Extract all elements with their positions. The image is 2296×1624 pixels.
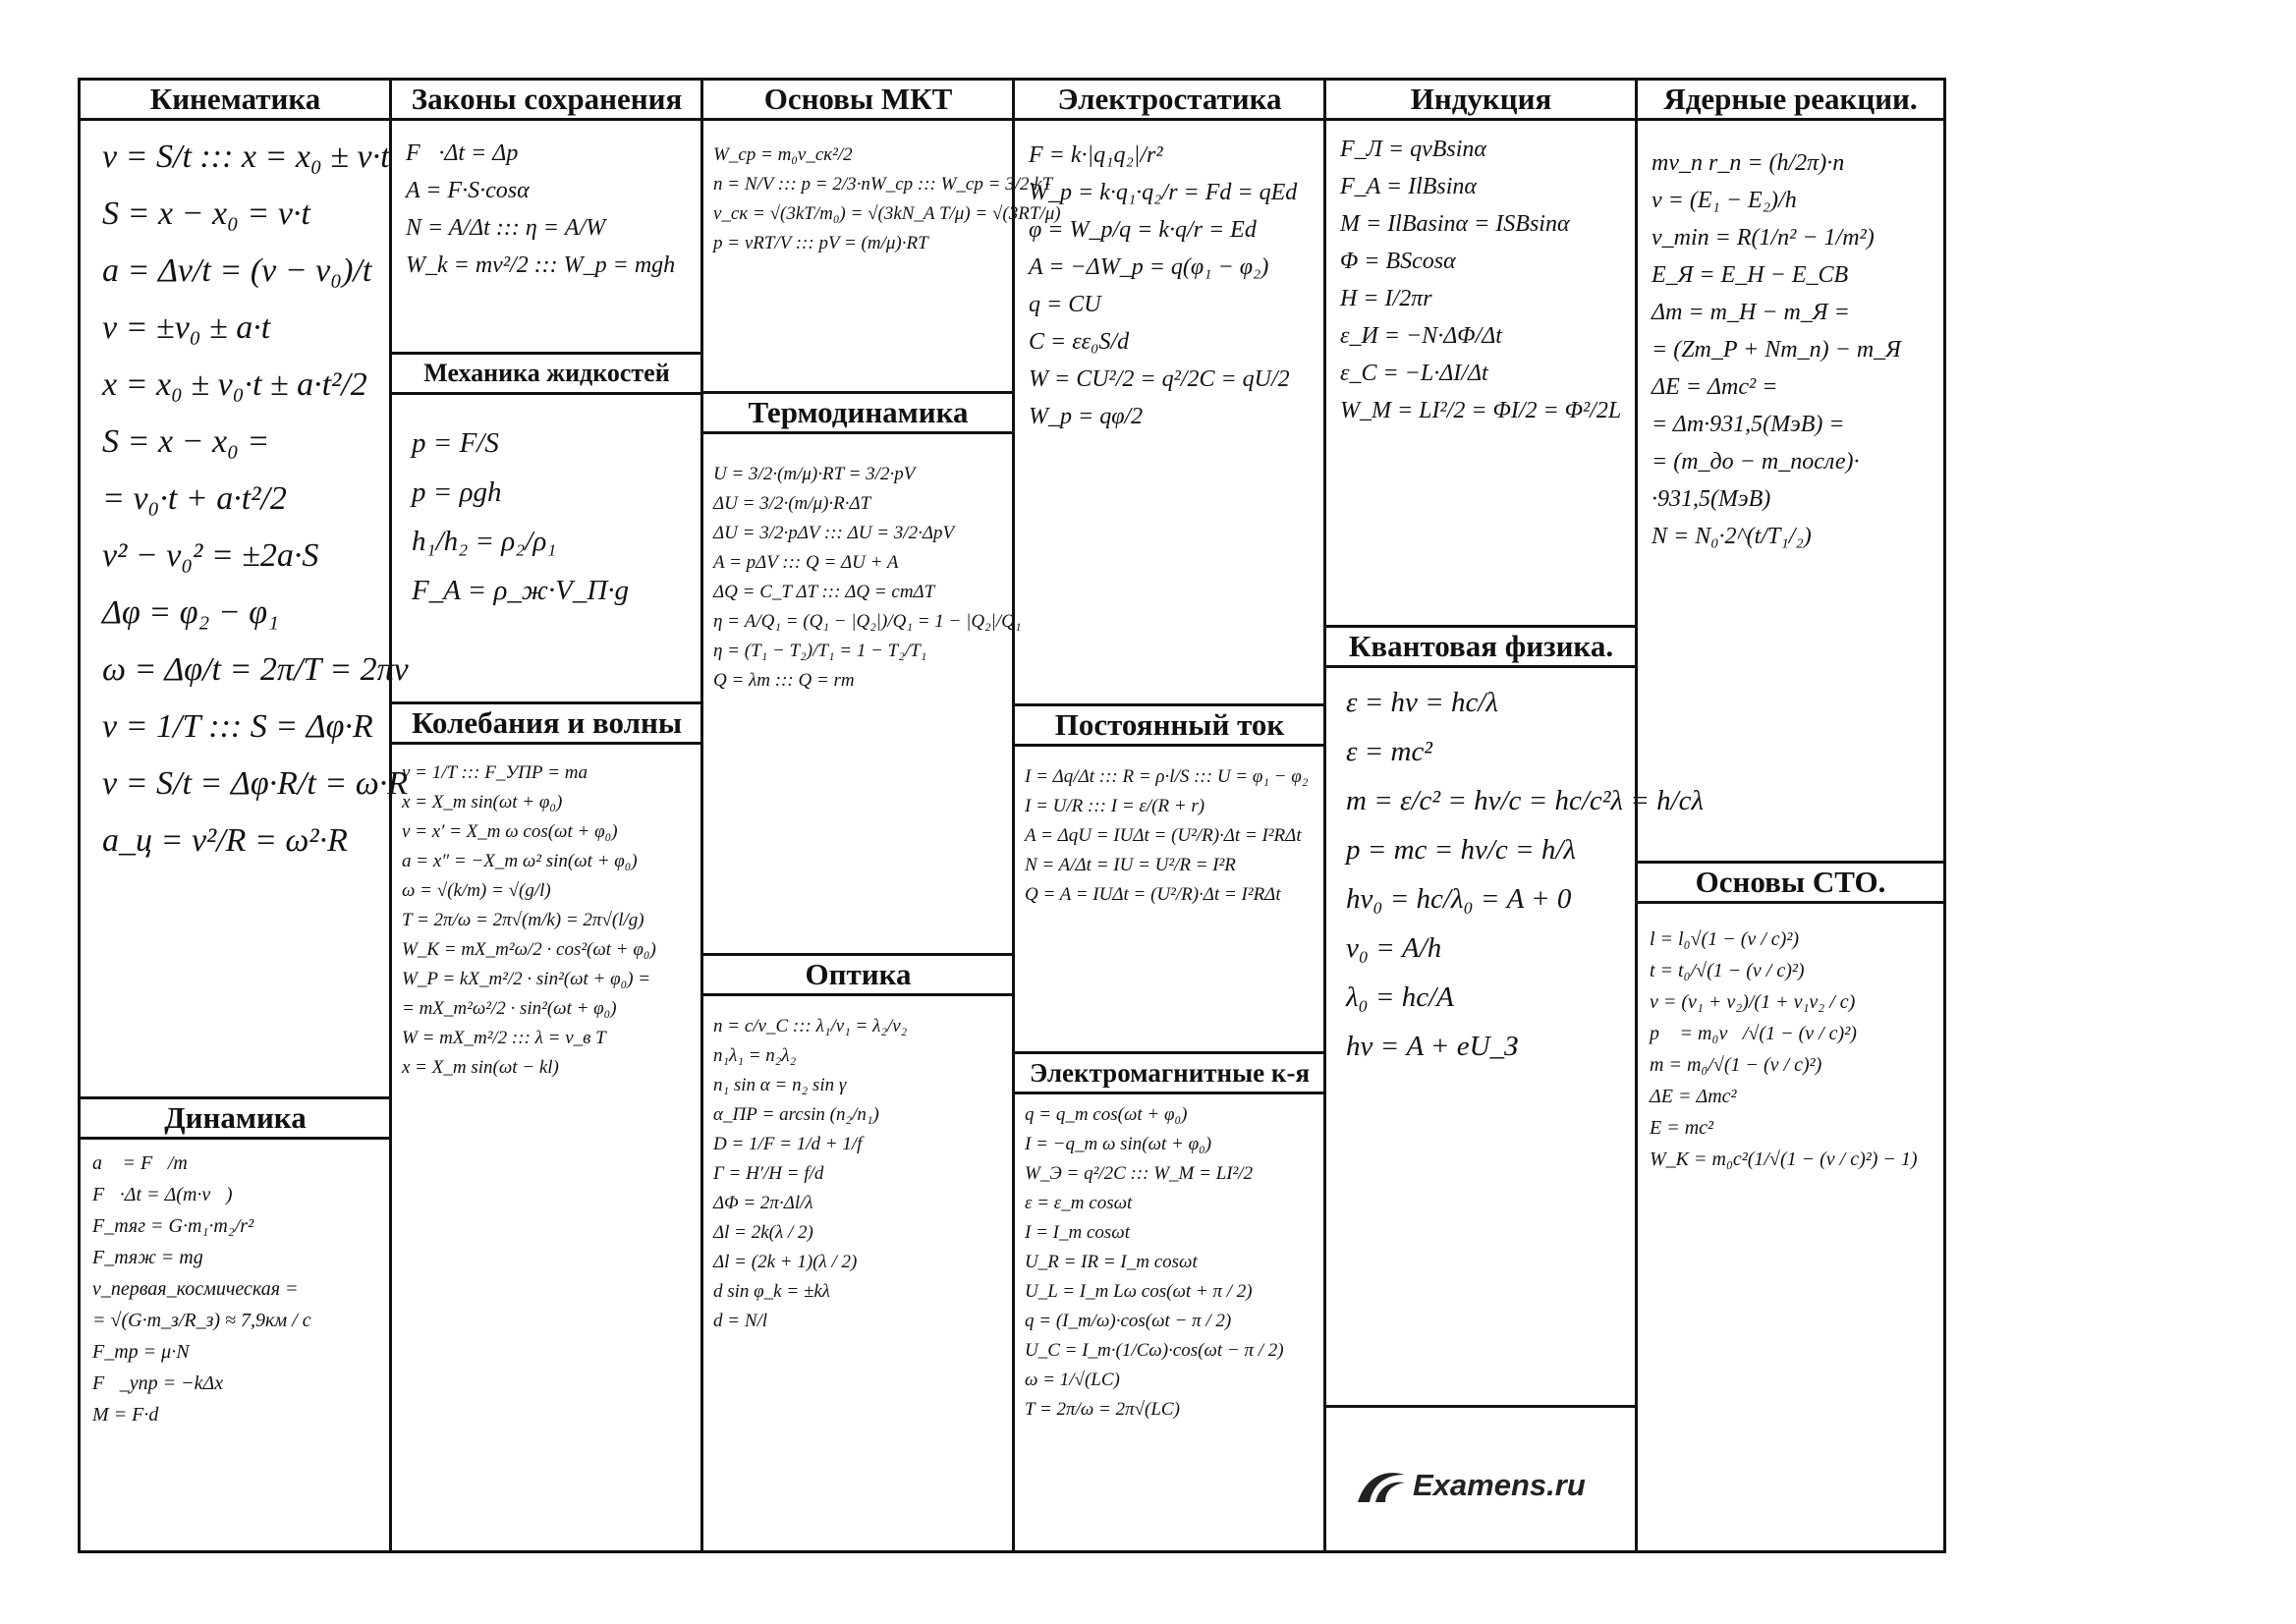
formula-list <box>703 434 1022 696</box>
formula: d = N/l <box>713 1311 768 1331</box>
formula: Δm = m_Н − m_Я = <box>1652 300 1850 325</box>
formula: v = ±v₀ ± a·t <box>102 309 271 346</box>
column-1 <box>78 78 409 1553</box>
section-title: Колебания и волны <box>392 704 701 745</box>
formula-list <box>392 745 701 1083</box>
formula: α_ПР = arcsin (n₂/n₁) <box>713 1104 879 1125</box>
section-title: Оптика <box>703 956 1013 996</box>
logo-text: Examens.ru <box>1413 1468 1586 1502</box>
formula: F_тяж = mg <box>92 1247 203 1268</box>
section-fluid-mechanics <box>392 352 701 701</box>
formula: F⃗·Δt = Δp⃗ <box>406 140 537 166</box>
formula: Δl = (2k + 1)(λ / 2) <box>713 1252 858 1272</box>
formula-sheet <box>78 78 1946 1555</box>
formula-list <box>1326 121 1636 429</box>
formula: ΔΦ = 2π·Δl/λ <box>713 1193 813 1213</box>
formula: N = A/Δt ::: η = A/W <box>406 215 606 241</box>
formula-list <box>1015 1094 1324 1425</box>
formula: W_K = m₀c²(1/√(1 − (v / c)²) − 1) <box>1650 1148 1918 1170</box>
formula: W_p = k·q₁·q₂/r = Fd = qEd <box>1029 180 1298 205</box>
formula: v_ск = √(3kT/m₀) = √(3kN_A T/μ) = √(3RT/μ) <box>713 203 1061 224</box>
formula: v = S/t ::: x = x₀ ± v·t <box>102 139 390 175</box>
formula: S = x − x₀ = <box>102 423 270 460</box>
section-optics <box>703 953 1013 1556</box>
formula: Δl = 2k(λ / 2) <box>713 1222 813 1243</box>
formula-list <box>1015 121 1324 435</box>
formula: A = ΔqU = IUΔt = (U²/R)·Δt = I²RΔt <box>1025 825 1302 846</box>
formula: ε = ε_m cosωt <box>1025 1193 1133 1213</box>
formula: T = 2π/ω = 2π√(m/k) = 2π√(l/g) <box>402 910 644 930</box>
formula: Q = A = IUΔt = (U²/R)·Δt = I²RΔt <box>1025 884 1281 905</box>
formula: h₁/h₂ = ρ₂/ρ₁ <box>412 526 557 557</box>
formula: ΔU = 3/2·pΔV ::: ΔU = 3/2·ΔpV <box>713 523 955 543</box>
formula: q = q_m cos(ωt + φ₀) <box>1025 1104 1188 1125</box>
formula: ν = 1/T ::: F_УПР = ma <box>402 762 588 783</box>
swoosh-icon <box>1356 1467 1407 1504</box>
formula-list <box>1638 121 1943 555</box>
formula: q = CU <box>1029 292 1101 317</box>
formula: hν = A + eU_З <box>1346 1031 1519 1062</box>
formula: E = mc² <box>1650 1117 1714 1139</box>
column-3 <box>700 78 1061 1553</box>
formula: = √(G·m_з/R_з) ≈ 7,9км / с <box>92 1310 311 1331</box>
formula: hν₀ = hc/λ₀ = A + 0 <box>1346 883 1572 915</box>
formula: A = F·S·cosα <box>406 178 530 203</box>
formula-list <box>1015 747 1324 910</box>
formula: a⃗ = F⃗/m <box>92 1152 188 1174</box>
formula: N = N₀·2^(t/T₁/₂) <box>1652 524 1812 549</box>
column-4 <box>1012 78 1324 1553</box>
formula: F_тяг = G·m₁·m₂/r² <box>92 1215 254 1237</box>
formula: x = X_m sin(ωt + φ₀) <box>402 792 563 812</box>
formula: = (Zm_P + Nm_n) − m_Я <box>1652 337 1901 363</box>
formula: mv_n r_n = (h/2π)·n <box>1652 150 1845 176</box>
section-nuclear-reactions <box>1638 81 1943 861</box>
formula: F⃗·Δt = Δ(m·v⃗) <box>92 1184 233 1205</box>
formula: d sin φ_k = ±kλ <box>713 1281 831 1302</box>
section-kinematics <box>81 81 409 1096</box>
section-relativity-basics <box>1638 861 1943 1556</box>
formula: v_первая_космическая = <box>92 1278 299 1300</box>
section-title: Механика жидкостей <box>392 355 701 395</box>
formula-list <box>392 121 701 284</box>
formula: W_k = mv²/2 ::: W_p = mgh <box>406 252 676 278</box>
formula: ν = (E₁ − E₂)/h <box>1652 188 1797 213</box>
formula: x = x₀ ± v₀·t ± a·t²/2 <box>102 366 367 403</box>
formula: T = 2π/ω = 2π√(LC) <box>1025 1399 1180 1420</box>
section-title: Электростатика <box>1015 81 1324 121</box>
formula: ν₀ = A/h <box>1346 932 1442 964</box>
formula: φ = W_p/q = k·q/r = Ed <box>1029 217 1257 243</box>
formula: H = I/2πr <box>1340 286 1432 311</box>
formula: n = N/V ::: p = 2/3·nW_ср ::: W_ср = 3/2·kT <box>713 174 1053 195</box>
formula-list <box>703 996 1013 1336</box>
formula: W_Э = q²/2C ::: W_М = LI²/2 <box>1025 1163 1254 1184</box>
formula: p = νRT/V ::: pV = (m/μ)·RT <box>713 233 928 253</box>
formula: v = (v₁ + v₂)/(1 + v₁v₂ / c) <box>1650 991 1856 1013</box>
examens-logo[interactable] <box>1356 1467 1586 1504</box>
section-thermodynamics <box>703 391 1022 953</box>
formula: C = εε₀S/d <box>1029 329 1130 355</box>
section-title: Индукция <box>1326 81 1636 121</box>
formula: p = ρgh <box>412 476 502 508</box>
formula-list <box>81 1140 390 1430</box>
formula-list <box>1638 904 1943 1175</box>
section-title: Основы МКТ <box>703 81 1013 121</box>
formula: S = x − x₀ = v·t <box>102 196 310 232</box>
formula: ν_min = R(1/n² − 1/m²) <box>1652 225 1875 251</box>
section-title: Квантовая физика. <box>1326 628 1636 668</box>
formula: D = 1/F = 1/d + 1/f <box>713 1134 863 1154</box>
formula: W = CU²/2 = q²/2C = qU/2 <box>1029 366 1290 392</box>
formula: ω = √(k/m) = √(g/l) <box>402 880 551 901</box>
formula: U = 3/2·(m/μ)·RT = 3/2·pV <box>713 464 916 484</box>
formula: ε = mc² <box>1346 736 1433 767</box>
section-em-oscillations <box>1015 1051 1324 1556</box>
section-title: Ядерные реакции. <box>1638 81 1943 121</box>
formula: W = mX_m²/2 ::: λ = v_в T <box>402 1028 606 1048</box>
section-direct-current <box>1015 703 1324 1051</box>
formula: U_L = I_m Lω cos(ωt + π / 2) <box>1025 1281 1253 1302</box>
formula: q = (I_m/ω)·cos(ωt − π / 2) <box>1025 1311 1232 1331</box>
formula: ΔQ = C_T ΔT ::: ΔQ = cmΔT <box>713 582 935 602</box>
formula: I = −q_m ω sin(ωt + φ₀) <box>1025 1134 1212 1154</box>
formula: ΔU = 3/2·(m/μ)·R·ΔT <box>713 493 871 514</box>
formula: = v₀·t + a·t²/2 <box>102 480 287 517</box>
formula: U_R = IR = I_m cosωt <box>1025 1252 1198 1272</box>
formula: m = m₀/√(1 − (v / c)²) <box>1650 1054 1822 1076</box>
formula: F_A = IlBsinα <box>1340 174 1478 199</box>
formula: U_C = I_m·(1/Cω)·cos(ωt − π / 2) <box>1025 1340 1284 1361</box>
formula: t = t₀/√(1 − (v / c)²) <box>1650 960 1805 981</box>
formula: ε_C = −L·ΔI/Δt <box>1340 361 1488 386</box>
formula: p⃗ = m₀v⃗/√(1 − (v / c)²) <box>1650 1023 1857 1044</box>
formula: = mX_m²ω²/2 · sin²(ωt + φ₀) <box>402 998 617 1019</box>
column-2 <box>389 78 701 1553</box>
formula: n = c/v_C ::: λ₁/v₁ = λ₂/v₂ <box>713 1016 908 1036</box>
formula: ε = hν = hc/λ <box>1346 687 1498 718</box>
formula: W_М = LI²/2 = ΦI/2 = Φ²/2L <box>1340 398 1622 423</box>
formula-list <box>703 121 1061 258</box>
section-logo <box>1326 1405 1636 1556</box>
section-mkt-basics <box>703 81 1061 391</box>
formula: = (m_до − m_после)· <box>1652 449 1860 475</box>
formula: W_ср = m₀v_ск²/2 <box>713 144 853 165</box>
formula: a = Δv/t = (v − v₀)/t <box>102 252 372 289</box>
formula: F_тр = μ·N <box>92 1341 190 1363</box>
section-title: Кинематика <box>81 81 390 121</box>
formula: F_A = ρ_ж·V_П·g <box>412 575 630 606</box>
formula: = Δm·931,5(МэВ) = <box>1652 412 1845 437</box>
formula: M = IlBasinα = ISBsinα <box>1340 211 1570 237</box>
section-oscillations-waves <box>392 701 701 1556</box>
section-dynamics <box>81 1096 390 1556</box>
formula: a_ц = v²/R = ω²·R <box>102 822 348 859</box>
formula: ΔE = Δmc² <box>1650 1086 1737 1107</box>
formula: v = x′ = X_m ω cos(ωt + φ₀) <box>402 821 618 842</box>
formula: F⃗_упр = −kΔx⃗ <box>92 1372 239 1394</box>
formula: p = mc = hν/c = h/λ <box>1346 834 1576 866</box>
formula-list <box>1326 668 1705 1071</box>
formula: ν = 1/T ::: S = Δφ·R <box>102 708 373 745</box>
formula: x = X_m sin(ωt − kl) <box>402 1057 559 1078</box>
section-title: Динамика <box>81 1099 390 1140</box>
formula: A = pΔV ::: Q = ΔU + A <box>713 552 899 573</box>
formula-list <box>81 121 409 869</box>
formula: F = k·|q₁q₂|/r² <box>1029 142 1163 168</box>
formula: F_Л = qvBsinα <box>1340 137 1487 162</box>
section-induction <box>1326 81 1636 625</box>
formula: η = A/Q₁ = (Q₁ − |Q₂|)/Q₁ = 1 − |Q₂|/Q₁ <box>713 611 1022 632</box>
section-title: Основы СТО. <box>1638 864 1943 904</box>
formula-list <box>392 395 701 615</box>
formula: W_p = qφ/2 <box>1029 404 1144 429</box>
column-6 <box>1635 78 1946 1553</box>
formula: p = F/S <box>412 427 499 459</box>
section-title: Электромагнитные к-я <box>1015 1054 1324 1094</box>
formula: Г = H′/H = f/d <box>713 1163 824 1184</box>
formula: Φ = BScosα <box>1340 249 1456 274</box>
formula: ε_И = −N·ΔΦ/Δt <box>1340 323 1502 349</box>
section-title: Законы сохранения <box>392 81 701 121</box>
formula: I = Δq/Δt ::: R = ρ·l/S ::: U = φ₁ − φ₂ <box>1025 766 1309 787</box>
formula: M = F·d <box>92 1404 159 1426</box>
formula: l = l₀√(1 − (v / c)²) <box>1650 928 1799 950</box>
formula: W_P = kX_m²/2 · sin²(ωt + φ₀) = <box>402 969 651 989</box>
formula: Q = λm ::: Q = rm <box>713 670 855 691</box>
formula: λ₀ = hc/A <box>1346 981 1454 1013</box>
formula: v = S/t = Δφ·R/t = ω·R <box>102 765 409 802</box>
section-title: Постоянный ток <box>1015 706 1324 747</box>
formula: v² − v₀² = ±2a·S <box>102 537 319 574</box>
formula: n₁λ₁ = n₂λ₂ <box>713 1045 797 1066</box>
formula: n₁ sin α = n₂ sin γ <box>713 1075 847 1095</box>
formula: E_Я = E_Н − E_СВ <box>1652 262 1849 288</box>
formula: ω = 1/√(LC) <box>1025 1370 1120 1390</box>
formula: m = ε/c² = hν/c = hc/c²λ = h/cλ <box>1346 785 1705 816</box>
formula: A = −ΔW_p = q(φ₁ − φ₂) <box>1029 254 1269 280</box>
section-electrostatics <box>1015 81 1324 703</box>
formula: ΔE = Δmc² = <box>1652 374 1778 400</box>
section-conservation-laws <box>392 81 701 352</box>
formula: I = I_m cosωt <box>1025 1222 1130 1243</box>
formula: N = A/Δt = IU = U²/R = I²R <box>1025 855 1236 875</box>
formula: ω = Δφ/t = 2π/T = 2πν <box>102 651 409 688</box>
section-title: Термодинамика <box>703 394 1013 434</box>
formula: η = (T₁ − T₂)/T₁ = 1 − T₂/T₁ <box>713 641 927 661</box>
formula: I = U/R ::: I = ε/(R + r) <box>1025 796 1205 816</box>
formula: ·931,5(МэВ) <box>1652 486 1771 512</box>
formula: a = x″ = −X_m ω² sin(ωt + φ₀) <box>402 851 638 871</box>
formula: W_K = mX_m²ω/2 · cos²(ωt + φ₀) <box>402 939 656 960</box>
formula: Δφ = φ₂ − φ₁ <box>102 594 279 631</box>
